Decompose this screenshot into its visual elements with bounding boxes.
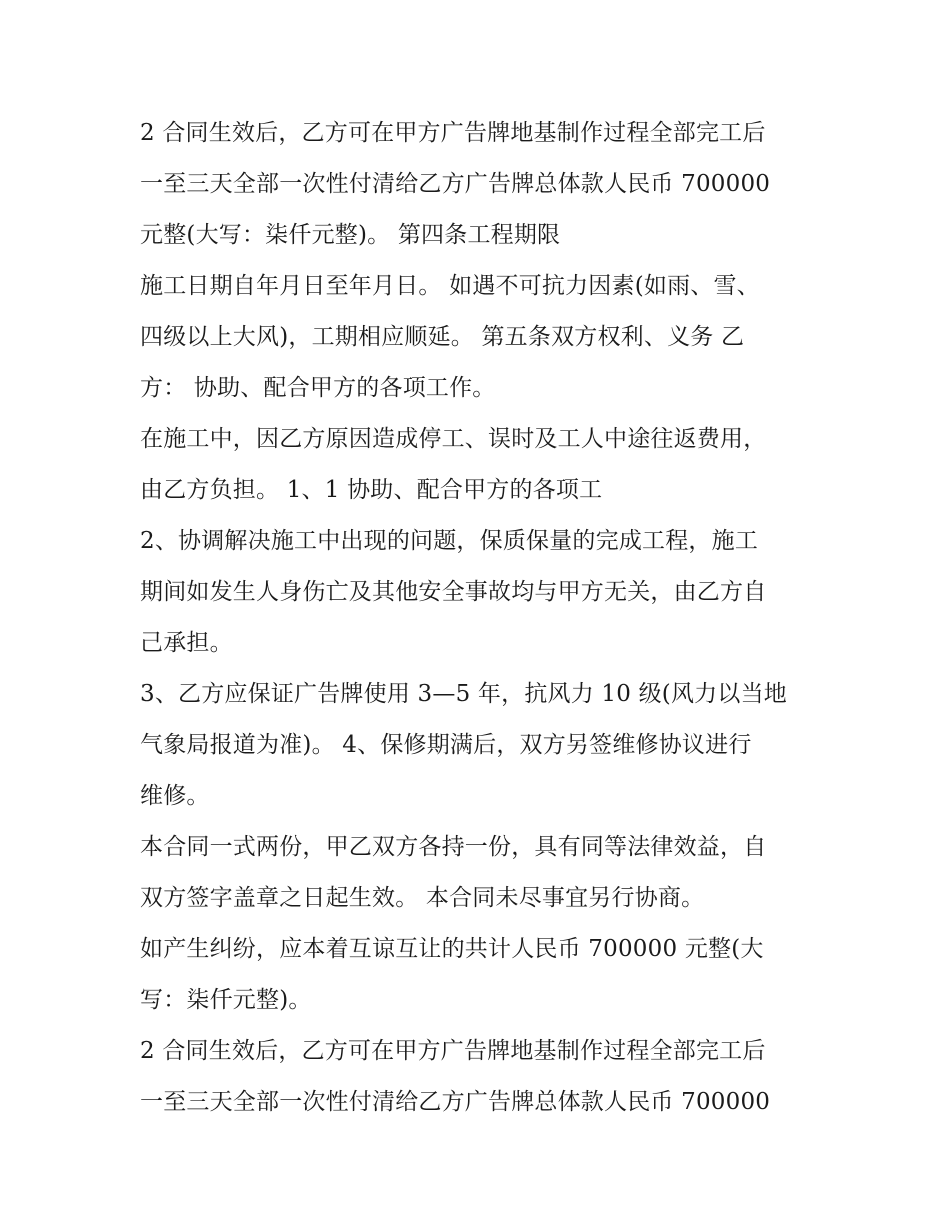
- text-line: 双方签字盖章之日起生效。 本合同未尽事宜另行协商。: [140, 885, 705, 911]
- text-line: 由乙方负担。 1、1 协助、配合甲方的各项工: [140, 477, 603, 503]
- text-line: 3、乙方应保证广告牌使用 3—5 年，抗风力 10 级(风力以当地: [140, 681, 787, 707]
- text-line: 一至三天全部一次性付清给乙方广告牌总体款人民币 700000: [140, 1089, 771, 1115]
- text-line: 写：柒仟元整)。: [140, 987, 312, 1013]
- document-page: [140, 108, 820, 1128]
- paragraph-1: [140, 108, 820, 261]
- paragraph-2: [140, 261, 820, 414]
- paragraph-4: [140, 516, 820, 669]
- text-line: 2 合同生效后，乙方可在甲方广告牌地基制作过程全部完工后: [140, 1038, 766, 1064]
- text-line: 方： 协助、配合甲方的各项工作。: [140, 375, 496, 401]
- text-line: 一至三天全部一次性付清给乙方广告牌总体款人民币 700000: [140, 171, 771, 197]
- text-line: 2、协调解决施工中出现的问题，保质保量的完成工程，施工: [140, 528, 759, 554]
- text-line: 己承担。: [140, 630, 233, 656]
- paragraph-7: [140, 924, 820, 1026]
- paragraph-3: [140, 414, 820, 516]
- text-line: 元整(大写：柒仟元整)。 第四条工程期限: [140, 222, 561, 248]
- text-line: 2 合同生效后，乙方可在甲方广告牌地基制作过程全部完工后: [140, 120, 766, 146]
- text-line: 施工日期自年月日至年月日。 如遇不可抗力因素(如雨、雪、: [140, 273, 760, 299]
- text-line: 如产生纠纷，应本着互谅互让的共计人民币 700000 元整(大: [140, 936, 764, 962]
- text-line: 在施工中，因乙方原因造成停工、误时及工人中途往返费用，: [140, 426, 767, 452]
- paragraph-5: [140, 669, 820, 822]
- paragraph-8: [140, 1026, 820, 1128]
- paragraph-6: [140, 822, 820, 924]
- text-line: 维修。: [140, 783, 210, 809]
- text-line: 气象局报道为准)。 4、保修期满后，双方另签维修协议进行: [140, 732, 752, 758]
- text-line: 期间如发生人身伤亡及其他安全事故均与甲方无关，由乙方自: [140, 579, 767, 605]
- text-line: 本合同一式两份，甲乙双方各持一份，具有同等法律效益，自: [140, 834, 767, 860]
- text-line: 四级以上大风)，工期相应顺延。 第五条双方权利、义务 乙: [140, 324, 745, 350]
